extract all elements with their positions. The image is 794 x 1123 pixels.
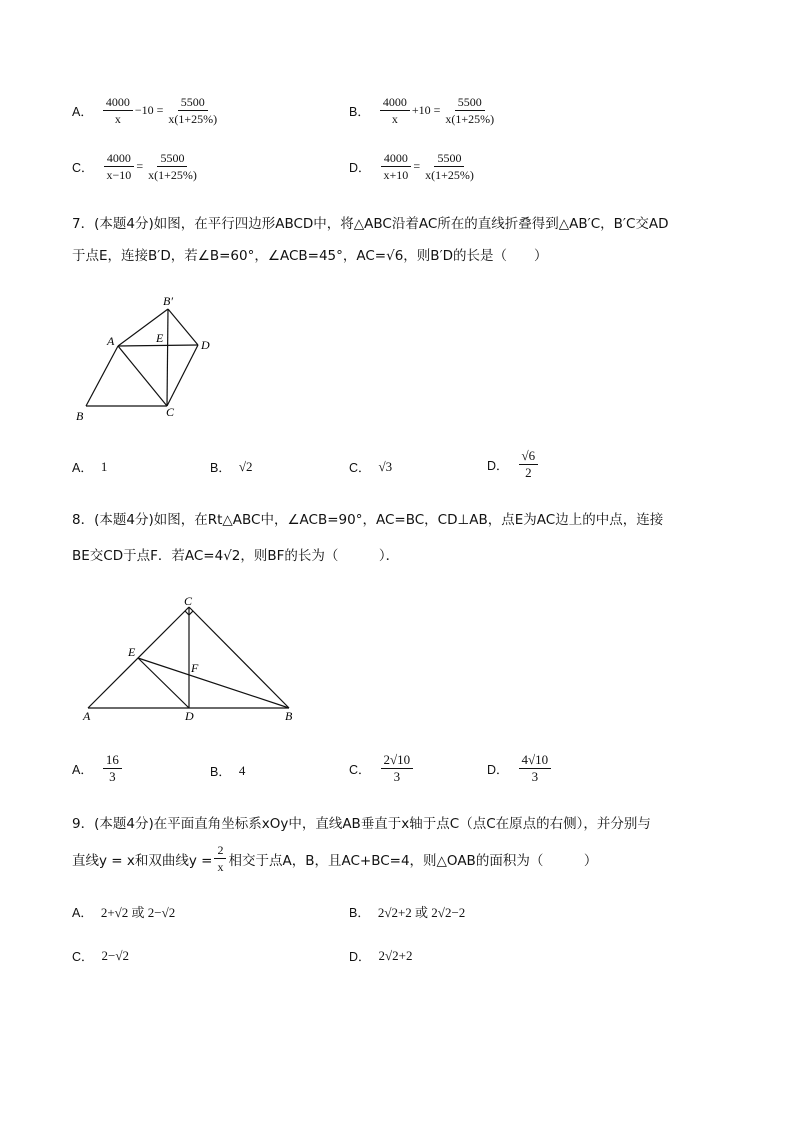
q9-option-a[interactable]: A． 2+√2 或 2−√2 <box>72 905 176 920</box>
q7-stem-line2: 于点E，连接B′D，若∠B=60°，∠ACB=45°，AC=√6，则B′D的长是（ ） <box>72 248 548 264</box>
option-key: D． <box>349 160 371 175</box>
fraction: $\frac{5500}{x(1+25\%)}$ <box>445 95 495 126</box>
label-a: A <box>83 709 91 723</box>
q6-option-d[interactable]: D． $\frac{4000}{x+10}$ = $\frac{5500}{x(1+25\%)}$ <box>349 150 479 183</box>
fraction: $\frac{4000}{x}$ <box>103 94 133 127</box>
fraction: $\frac{2√10}{3}$ <box>381 752 414 785</box>
option-key: C． <box>72 160 94 175</box>
label-b-prime: B′ <box>163 294 173 308</box>
fraction: $\frac{4000}{x-10}$ <box>104 150 135 183</box>
option-key: A． <box>72 104 93 119</box>
label-c: C <box>184 595 193 608</box>
fraction: $\frac{4√10}{3}$ <box>519 752 552 785</box>
fraction: $\frac{4000}{x}$ <box>380 94 410 127</box>
label-b: B <box>285 709 293 723</box>
q6-option-a[interactable]: A． $\frac{4000}{x}$ −10 = $\frac{5500}{x(1+25\%)}$ <box>72 94 222 127</box>
fraction: $\frac{√6}{2}$ <box>519 448 539 481</box>
q8-option-c[interactable]: C． $\frac{2√10}{3}$ <box>349 752 415 785</box>
option-key: B． <box>349 104 370 119</box>
q9-option-c[interactable]: C． 2−√2 <box>72 948 129 964</box>
fraction: $\frac{5500}{x(1+25\%)}$ <box>168 95 218 126</box>
q8-option-a[interactable]: A． $\frac{16}{3}$ <box>72 752 124 785</box>
q7-option-b[interactable]: B． √2 <box>210 459 253 475</box>
q8-stem-line1: 8．(本题4分)如图，在Rt△ABC中，∠ACB=90°，AC=BC，CD⊥AB，点E为AC边上的中点，连接 <box>72 512 664 528</box>
label-e: E <box>156 331 164 345</box>
q9-option-d[interactable]: D． 2√2+2 <box>349 948 413 964</box>
q8-option-d[interactable]: D． $\frac{4√10}{3}$ <box>487 752 553 785</box>
q7-option-c[interactable]: C． √3 <box>349 459 393 475</box>
fraction: $\frac{16}{3}$ <box>103 752 122 785</box>
q6-option-b[interactable]: B． $\frac{4000}{x}$ +10 = $\frac{5500}{x(1+25\%)}$ <box>349 94 499 127</box>
fraction: $\frac{5500}{x(1+25\%)}$ <box>425 151 474 182</box>
label-d: D <box>185 709 194 723</box>
q7-stem-line1: 7．(本题4分)如图，在平行四边形ABCD中，将△ABC沿着AC所在的直线折叠得到△AB′C，B′C交AD <box>72 216 669 232</box>
label-f: F <box>191 661 199 675</box>
q7-option-d[interactable]: D． $\frac{√6}{2}$ <box>487 448 540 481</box>
q6-option-c[interactable]: C． $\frac{4000}{x-10}$ = $\frac{5500}{x(1+25\%)}$ <box>72 150 202 183</box>
q9-stem-line1: 9．(本题4分)在平面直角坐标系xOy中，直线AB垂直于x轴于点C（点C在原点的右侧），并分别与 <box>72 816 651 832</box>
q9-option-b[interactable]: B． 2√2+2 或 2√2−2 <box>349 905 466 920</box>
q7-figure <box>70 290 240 425</box>
fraction: $\frac{4000}{x+10}$ <box>381 150 412 183</box>
q8-option-b[interactable]: B． 4 <box>210 763 246 779</box>
label-d: D <box>201 338 210 352</box>
q8-figure <box>75 595 305 725</box>
q9-stem-line2: 直线y = x和双曲线y = $\frac{2}{x}$ 相交于点A，B，且AC+BC=4，则△OAB的面积为（ ） <box>72 843 598 874</box>
q7-option-a[interactable]: A． 1 <box>72 459 108 475</box>
q8-stem-line2: BE交CD于点F．若AC=4√2，则BF的长为（ ）． <box>72 548 400 564</box>
label-a: A <box>107 334 115 348</box>
fraction: $\frac{2}{x}$ <box>214 842 226 875</box>
fraction: $\frac{5500}{x(1+25\%)}$ <box>148 151 197 182</box>
label-b: B <box>76 409 84 423</box>
label-e: E <box>128 645 136 659</box>
label-c: C <box>166 405 175 419</box>
